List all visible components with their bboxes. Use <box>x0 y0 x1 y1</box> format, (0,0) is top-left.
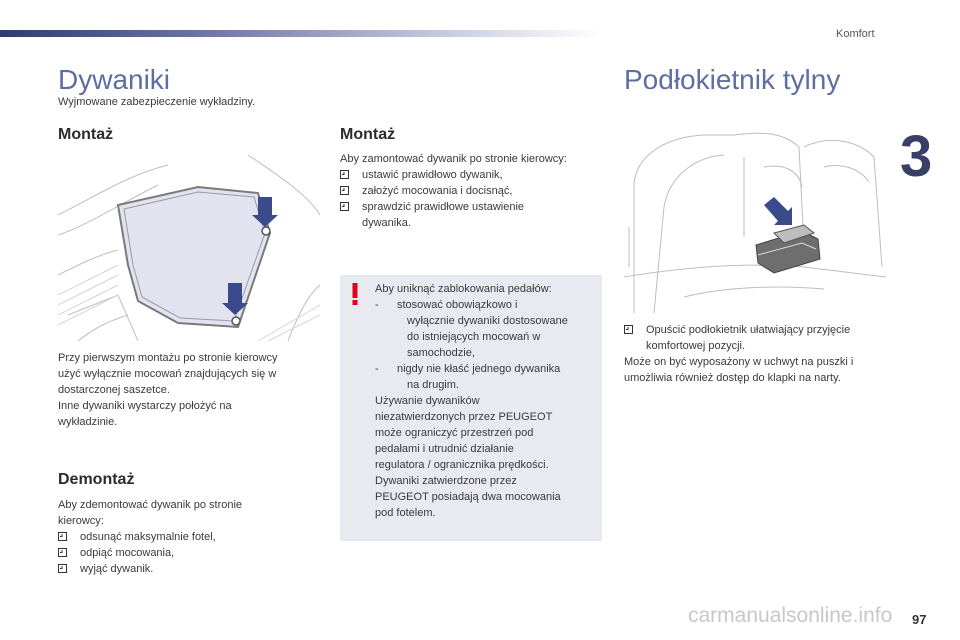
checkbox-bullet-icon <box>340 202 349 211</box>
checkbox-bullet-icon <box>58 532 67 541</box>
montaz-steps <box>340 167 600 231</box>
list-item: Opuścić podłokietnik ułatwiający przyjęcie komfortowej pozycji. <box>624 322 853 354</box>
heading-demontaz: Demontaż <box>58 471 135 488</box>
section-label: Komfort <box>836 28 875 40</box>
montaz-description: Przy pierwszym montażu po stronie kierowcy użyć wyłącznie mocowań znajdujących się w dostarczonej saszetce. Inne dywaniki wystarczy położyć na wykładzinie. <box>58 352 278 428</box>
list-item: - nigdy nie kłaść jednego dywanika na drugim. <box>375 363 561 391</box>
checkbox-bullet-icon <box>624 325 633 334</box>
page-number: 97 <box>912 612 927 627</box>
warning-exclamation-icon <box>352 283 358 305</box>
checkbox-bullet-icon <box>340 186 349 195</box>
checkbox-bullet-icon <box>58 564 67 573</box>
checkbox-bullet-icon <box>58 548 67 557</box>
list-item: odpiąć mocowania, <box>58 545 242 561</box>
checkbox-bullet-icon <box>340 170 349 179</box>
list-item: wyjąć dywanik. <box>58 561 242 577</box>
armrest-description: Opuścić podłokietnik ułatwiający przyjęcie komfortowej pozycji. Może on być wyposażony w uchwyt na puszki i umożliwia również dostęp do klapki na narty. <box>624 324 854 384</box>
list-item: odsunąć maksymalnie fotel, <box>58 529 242 545</box>
demontaz-steps <box>58 529 242 577</box>
page-title-podlokietnik: Podłokietnik tylny <box>624 64 841 95</box>
list-item: ustawić prawidłowo dywanik, <box>340 167 600 183</box>
list-item: założyć mocowania i docisnąć, <box>340 183 600 199</box>
page-title-dywaniki: Dywaniki <box>58 64 171 95</box>
heading-montaz-left: Montaż <box>58 126 114 143</box>
floor-mat-illustration <box>58 155 320 341</box>
warning-list <box>375 297 597 393</box>
list-item: - stosować obowiązkowo i wyłącznie dywaniki dostosowane do istniejących mocowań w samochodzie, <box>375 299 568 359</box>
heading-montaz-middle: Montaż <box>340 126 396 143</box>
montaz-steps-block: Aby zamontować dywanik po stronie kierowcy: ustawić prawidłowo dywanik, założyć mocowania i docisnąć, sprawdzić prawidłowe ustawienie dywanika. <box>340 151 600 231</box>
list-item: sprawdzić prawidłowe ustawienie dywanika. <box>340 199 600 231</box>
subtitle: Wyjmowane zabezpieczenie wykładziny. <box>58 96 256 108</box>
chapter-number: 3 <box>900 124 933 189</box>
warning-text: Aby uniknąć zablokowania pedałów: - stosować obowiązkowo i wyłącznie dywaniki dostosowane do istniejących mocowań w samochodzie, - nigdy nie kłaść jednego dywanika na drugim. Używanie dywaników niezatwierdzonych przez PEUGEOT może ograniczyć przestrzeń pod pedałami i utrudnić działanie regulatora / ogranicznika prędkości. Dywaniki zatwierdzone przez PEUGEOT posiadają dwa mocowania pod fotelem. <box>375 281 597 521</box>
watermark: carmanualsonline.info <box>688 604 893 627</box>
header-gradient-bar <box>0 30 600 37</box>
armrest-steps <box>624 322 853 354</box>
rear-armrest-illustration <box>624 127 886 313</box>
demontaz-description: Aby zdemontować dywanik po stronie kierowcy: odsunąć maksymalnie fotel, odpiąć mocowania, wyjąć dywanik. <box>58 499 243 575</box>
